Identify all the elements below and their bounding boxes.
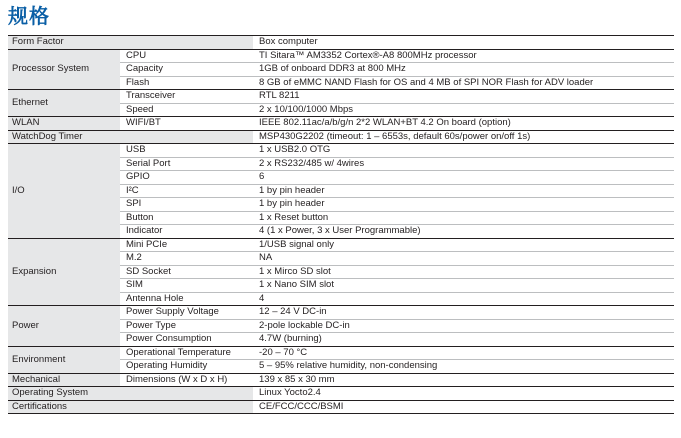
spec-table-body <box>8 36 674 414</box>
spec-value: 1 x USB2.0 OTG <box>253 144 674 158</box>
spec-value: IEEE 802.11ac/a/b/g/n 2*2 WLAN+BT 4.2 On board (option) <box>253 117 674 131</box>
spec-row <box>8 387 674 401</box>
spec-item: Power Supply Voltage <box>120 306 253 320</box>
spec-item: Antenna Hole <box>120 292 253 306</box>
spec-row <box>8 36 674 50</box>
spec-value: 2 x RS232/485 w/ 4wires <box>253 157 674 171</box>
spec-item: Power Consumption <box>120 333 253 347</box>
spec-value: 1GB of onboard DDR3 at 800 MHz <box>253 63 674 77</box>
spec-value: 4 (1 x Power, 3 x User Programmable) <box>253 225 674 239</box>
spec-value: 2 x 10/100/1000 Mbps <box>253 103 674 117</box>
spec-value: 4.7W (burning) <box>253 333 674 347</box>
spec-category: Power <box>8 306 120 347</box>
spec-row <box>8 306 674 320</box>
spec-item <box>120 36 253 50</box>
spec-category: Expansion <box>8 238 120 306</box>
spec-category: Certifications <box>8 400 120 414</box>
spec-value: 139 x 85 x 30 mm <box>253 373 674 387</box>
spec-value: CE/FCC/CCC/BSMI <box>253 400 674 414</box>
spec-value: RTL 8211 <box>253 90 674 104</box>
spec-value: 6 <box>253 171 674 185</box>
spec-category: Environment <box>8 346 120 373</box>
spec-value: 1 x Reset button <box>253 211 674 225</box>
spec-item: Transceiver <box>120 90 253 104</box>
spec-category: WatchDog Timer <box>8 130 120 144</box>
spec-item: Operational Temperature <box>120 346 253 360</box>
spec-item: GPIO <box>120 171 253 185</box>
spec-item <box>120 387 253 401</box>
spec-category: Operating System <box>8 387 120 401</box>
spec-value: 2-pole lockable DC-in <box>253 319 674 333</box>
spec-item: SIM <box>120 279 253 293</box>
spec-value: Box computer <box>253 36 674 50</box>
spec-item: SD Socket <box>120 265 253 279</box>
spec-item: Indicator <box>120 225 253 239</box>
spec-item <box>120 400 253 414</box>
spec-value: NA <box>253 252 674 266</box>
spec-item: Serial Port <box>120 157 253 171</box>
spec-value: 1 x Mirco SD slot <box>253 265 674 279</box>
spec-value: 8 GB of eMMC NAND Flash for OS and 4 MB of SPI NOR Flash for ADV loader <box>253 76 674 90</box>
spec-item: SPI <box>120 198 253 212</box>
page-title: 规格 <box>8 6 50 28</box>
spec-item: M.2 <box>120 252 253 266</box>
spec-value: 5 – 95% relative humidity, non-condensing <box>253 360 674 374</box>
spec-row <box>8 346 674 360</box>
spec-category: Mechanical <box>8 373 120 387</box>
spec-item: Power Type <box>120 319 253 333</box>
spec-table <box>8 35 674 414</box>
spec-item: Speed <box>120 103 253 117</box>
spec-value: 1/USB signal only <box>253 238 674 252</box>
spec-item: Button <box>120 211 253 225</box>
spec-category: WLAN <box>8 117 120 131</box>
spec-value: Linux Yocto2.4 <box>253 387 674 401</box>
spec-value: 1 by pin header <box>253 198 674 212</box>
spec-item <box>120 130 253 144</box>
spec-category: Ethernet <box>8 90 120 117</box>
spec-row <box>8 90 674 104</box>
spec-item: Capacity <box>120 63 253 77</box>
spec-item: Dimensions (W x D x H) <box>120 373 253 387</box>
spec-value: MSP430G2202 (timeout: 1 – 6553s, default 60s/power on/off 1s) <box>253 130 674 144</box>
spec-row <box>8 130 674 144</box>
spec-item: Operating Humidity <box>120 360 253 374</box>
spec-value: TI Sitara™ AM3352 Cortex®-A8 800MHz processor <box>253 49 674 63</box>
spec-item: I²C <box>120 184 253 198</box>
spec-row <box>8 373 674 387</box>
spec-item: CPU <box>120 49 253 63</box>
spec-category: Processor System <box>8 49 120 90</box>
spec-row <box>8 49 674 63</box>
spec-value: -20 – 70 °C <box>253 346 674 360</box>
spec-value: 12 – 24 V DC-in <box>253 306 674 320</box>
spec-value: 1 by pin header <box>253 184 674 198</box>
spec-row <box>8 117 674 131</box>
spec-item: WIFI/BT <box>120 117 253 131</box>
spec-category: I/O <box>8 144 120 239</box>
spec-item: Mini PCIe <box>120 238 253 252</box>
spec-item: USB <box>120 144 253 158</box>
spec-item: Flash <box>120 76 253 90</box>
spec-category: Form Factor <box>8 36 120 50</box>
spec-row <box>8 144 674 158</box>
spec-value: 4 <box>253 292 674 306</box>
spec-value: 1 x Nano SIM slot <box>253 279 674 293</box>
spec-row <box>8 238 674 252</box>
spec-row <box>8 400 674 414</box>
